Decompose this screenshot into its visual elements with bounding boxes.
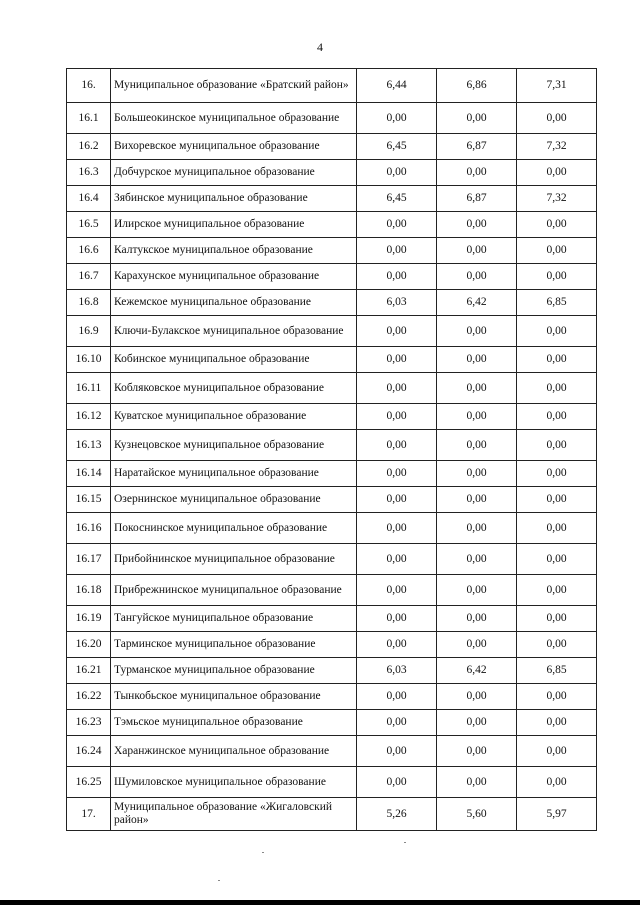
value-col-2: 6,87 (437, 186, 517, 212)
value-col-1: 0,00 (357, 238, 437, 264)
table-row (67, 373, 597, 404)
row-number: 16.23 (67, 710, 111, 736)
table-row (67, 238, 597, 264)
value-col-3: 0,00 (517, 710, 597, 736)
value-col-2: 0,00 (437, 736, 517, 767)
municipality-name: Зябинское муниципальное образование (111, 186, 357, 212)
table-row (67, 103, 597, 134)
value-col-2: 0,00 (437, 316, 517, 347)
value-col-1: 0,00 (357, 347, 437, 373)
data-table (66, 68, 597, 831)
value-col-3: 0,00 (517, 544, 597, 575)
value-col-3: 0,00 (517, 575, 597, 606)
scan-speck (404, 842, 406, 843)
value-col-3: 0,00 (517, 264, 597, 290)
value-col-2: 0,00 (437, 238, 517, 264)
value-col-3: 0,00 (517, 513, 597, 544)
row-number: 16.20 (67, 632, 111, 658)
row-number: 16. (67, 69, 111, 103)
table-row (67, 606, 597, 632)
value-col-3: 5,97 (517, 798, 597, 831)
municipality-name: Наратайское муниципальное образование (111, 461, 357, 487)
table-row (67, 684, 597, 710)
value-col-1: 0,00 (357, 736, 437, 767)
row-number: 16.16 (67, 513, 111, 544)
table-row (67, 658, 597, 684)
row-number: 16.3 (67, 160, 111, 186)
municipality-name: Куватское муниципальное образование (111, 404, 357, 430)
table-row (67, 134, 597, 160)
table-row (67, 264, 597, 290)
value-col-2: 6,42 (437, 290, 517, 316)
municipality-name: Покоснинское муниципальное образование (111, 513, 357, 544)
table-row (67, 69, 597, 103)
value-col-3: 0,00 (517, 736, 597, 767)
page-number: 4 (317, 40, 323, 54)
value-col-3: 0,00 (517, 430, 597, 461)
scan-speck (262, 852, 264, 853)
table-row (67, 710, 597, 736)
row-number: 16.14 (67, 461, 111, 487)
municipality-name: Кежемское муниципальное образование (111, 290, 357, 316)
value-col-2: 0,00 (437, 544, 517, 575)
row-number: 16.13 (67, 430, 111, 461)
value-col-1: 0,00 (357, 404, 437, 430)
municipality-name: Вихоревское муниципальное образование (111, 134, 357, 160)
value-col-1: 0,00 (357, 461, 437, 487)
value-col-1: 0,00 (357, 103, 437, 134)
municipality-name: Турманское муниципальное образование (111, 658, 357, 684)
value-col-2: 0,00 (437, 103, 517, 134)
value-col-2: 0,00 (437, 767, 517, 798)
value-col-2: 0,00 (437, 160, 517, 186)
row-number: 16.8 (67, 290, 111, 316)
value-col-2: 0,00 (437, 212, 517, 238)
value-col-1: 6,44 (357, 69, 437, 103)
municipality-name: Муниципальное образование «Жигаловский район» (111, 798, 357, 831)
municipality-name: Муниципальное образование «Братский район» (111, 69, 357, 103)
value-col-1: 0,00 (357, 212, 437, 238)
value-col-1: 0,00 (357, 606, 437, 632)
value-col-1: 0,00 (357, 316, 437, 347)
value-col-1: 0,00 (357, 487, 437, 513)
table-row (67, 430, 597, 461)
value-col-3: 0,00 (517, 767, 597, 798)
value-col-1: 0,00 (357, 373, 437, 404)
row-number: 16.18 (67, 575, 111, 606)
municipality-name: Карахунское муниципальное образование (111, 264, 357, 290)
row-number: 16.9 (67, 316, 111, 347)
row-number: 16.25 (67, 767, 111, 798)
value-col-2: 0,00 (437, 373, 517, 404)
municipality-name: Озернинское муниципальное образование (111, 487, 357, 513)
row-number: 16.5 (67, 212, 111, 238)
value-col-2: 0,00 (437, 264, 517, 290)
value-col-3: 7,31 (517, 69, 597, 103)
value-col-2: 0,00 (437, 461, 517, 487)
municipality-name: Тэмьское муниципальное образование (111, 710, 357, 736)
municipality-name: Ключи-Булакское муниципальное образование (111, 316, 357, 347)
value-col-1: 6,03 (357, 290, 437, 316)
table-row (67, 632, 597, 658)
value-col-3: 0,00 (517, 238, 597, 264)
municipality-name: Кузнецовское муниципальное образование (111, 430, 357, 461)
value-col-1: 0,00 (357, 575, 437, 606)
row-number: 16.10 (67, 347, 111, 373)
municipality-name: Прибрежнинское муниципальное образование (111, 575, 357, 606)
municipality-name: Калтукское муниципальное образование (111, 238, 357, 264)
table-row (67, 798, 597, 831)
municipality-name: Кобинское муниципальное образование (111, 347, 357, 373)
row-number: 16.7 (67, 264, 111, 290)
table-row (67, 347, 597, 373)
value-col-3: 6,85 (517, 658, 597, 684)
table-row (67, 736, 597, 767)
value-col-3: 7,32 (517, 134, 597, 160)
table-row (67, 160, 597, 186)
value-col-3: 0,00 (517, 103, 597, 134)
value-col-3: 0,00 (517, 160, 597, 186)
value-col-3: 7,32 (517, 186, 597, 212)
value-col-1: 0,00 (357, 544, 437, 575)
value-col-2: 5,60 (437, 798, 517, 831)
value-col-2: 0,00 (437, 404, 517, 430)
scan-edge-bar (0, 900, 640, 905)
value-col-3: 0,00 (517, 606, 597, 632)
value-col-1: 0,00 (357, 160, 437, 186)
row-number: 16.19 (67, 606, 111, 632)
row-number: 16.2 (67, 134, 111, 160)
table-row (67, 513, 597, 544)
value-col-2: 0,00 (437, 684, 517, 710)
municipality-name: Добчурское муниципальное образование (111, 160, 357, 186)
row-number: 16.24 (67, 736, 111, 767)
row-number: 16.4 (67, 186, 111, 212)
value-col-1: 0,00 (357, 684, 437, 710)
value-col-3: 0,00 (517, 316, 597, 347)
municipality-name: Тынкобьское муниципальное образование (111, 684, 357, 710)
value-col-3: 0,00 (517, 632, 597, 658)
table-row (67, 461, 597, 487)
row-number: 17. (67, 798, 111, 831)
value-col-1: 0,00 (357, 430, 437, 461)
municipality-name: Тангуйское муниципальное образование (111, 606, 357, 632)
value-col-1: 0,00 (357, 710, 437, 736)
value-col-3: 0,00 (517, 487, 597, 513)
value-col-2: 0,00 (437, 430, 517, 461)
value-col-2: 0,00 (437, 575, 517, 606)
table-row (67, 544, 597, 575)
value-col-1: 5,26 (357, 798, 437, 831)
value-col-1: 0,00 (357, 767, 437, 798)
row-number: 16.6 (67, 238, 111, 264)
value-col-2: 0,00 (437, 632, 517, 658)
value-col-1: 6,45 (357, 134, 437, 160)
row-number: 16.11 (67, 373, 111, 404)
row-number: 16.1 (67, 103, 111, 134)
municipality-name: Шумиловское муниципальное образование (111, 767, 357, 798)
table-row (67, 212, 597, 238)
value-col-3: 0,00 (517, 212, 597, 238)
row-number: 16.22 (67, 684, 111, 710)
municipality-name: Прибойнинское муниципальное образование (111, 544, 357, 575)
table-row (67, 487, 597, 513)
table-row (67, 767, 597, 798)
value-col-2: 0,00 (437, 710, 517, 736)
value-col-1: 0,00 (357, 632, 437, 658)
value-col-1: 0,00 (357, 513, 437, 544)
value-col-1: 6,45 (357, 186, 437, 212)
value-col-2: 0,00 (437, 347, 517, 373)
value-col-3: 0,00 (517, 684, 597, 710)
value-col-2: 0,00 (437, 513, 517, 544)
municipality-name: Харанжинское муниципальное образование (111, 736, 357, 767)
value-col-3: 0,00 (517, 373, 597, 404)
value-col-2: 6,42 (437, 658, 517, 684)
value-col-3: 0,00 (517, 347, 597, 373)
value-col-3: 0,00 (517, 461, 597, 487)
value-col-2: 6,87 (437, 134, 517, 160)
scan-speck (218, 880, 220, 881)
value-col-3: 6,85 (517, 290, 597, 316)
municipality-name: Тарминское муниципальное образование (111, 632, 357, 658)
value-col-2: 0,00 (437, 606, 517, 632)
value-col-3: 0,00 (517, 404, 597, 430)
table-row (67, 575, 597, 606)
table-body (67, 69, 597, 831)
table-row (67, 186, 597, 212)
table-row (67, 316, 597, 347)
value-col-1: 6,03 (357, 658, 437, 684)
row-number: 16.15 (67, 487, 111, 513)
municipality-name: Кобляковское муниципальное образование (111, 373, 357, 404)
table-row (67, 290, 597, 316)
municipality-name: Илирское муниципальное образование (111, 212, 357, 238)
row-number: 16.21 (67, 658, 111, 684)
value-col-1: 0,00 (357, 264, 437, 290)
row-number: 16.12 (67, 404, 111, 430)
table-row (67, 404, 597, 430)
value-col-2: 6,86 (437, 69, 517, 103)
value-col-2: 0,00 (437, 487, 517, 513)
row-number: 16.17 (67, 544, 111, 575)
municipality-name: Большеокинское муниципальное образование (111, 103, 357, 134)
